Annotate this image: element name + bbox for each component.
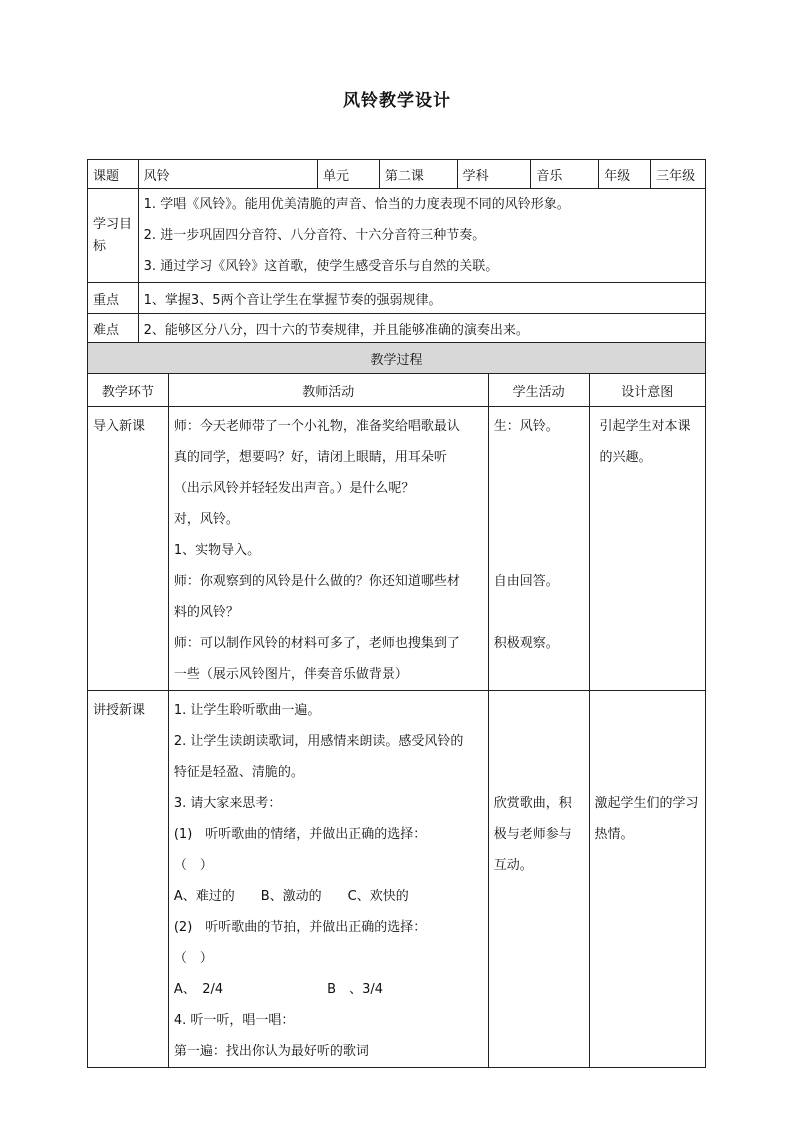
info-row-key	[88, 283, 706, 314]
teacher-line: 3. 请大家来思考：	[173, 796, 282, 811]
student-line: 积极观察。	[493, 636, 559, 651]
goal-item: 3. 通过学习《风铃》这首歌，使学生感受音乐与自然的关联。	[143, 259, 499, 274]
teacher-line: （ ）	[173, 858, 213, 873]
teacher-line: （ ）	[173, 951, 213, 966]
process-banner: 教学过程	[88, 343, 706, 374]
difficult-value: 2、能够区分八分，四十六的节奏规律，并且能够准确的演奏出来。	[138, 314, 705, 343]
header-intent: 设计意图	[589, 374, 705, 407]
teacher-line: 师：你观察到的风铃是什么做的？你还知道哪些材	[173, 574, 460, 589]
student-line: 自由回答。	[493, 574, 559, 589]
goal-item: 2. 进一步巩固四分音符、八分音符、十六分音符三种节奏。	[143, 228, 486, 243]
stage-intro	[88, 407, 169, 691]
unit-value: 第二课	[379, 160, 457, 189]
process-header-row	[88, 374, 706, 407]
difficult-label: 难点	[88, 314, 139, 343]
page-title: 风铃教学设计	[343, 91, 451, 111]
grade-label: 年级	[599, 160, 651, 189]
info-table	[87, 159, 706, 343]
stage-label: 讲授新课	[93, 703, 146, 718]
teacher-line: 料的风铃？	[173, 605, 239, 620]
topic-value: 风铃	[138, 160, 317, 189]
teacher-line: 师：今天老师带了一个小礼物，准备奖给唱歌最认	[173, 419, 460, 434]
stage-new	[88, 691, 169, 1068]
student-line: 生：风铃。	[493, 419, 559, 434]
teacher-line: A、难过的 B、激动的 C、欢快的	[173, 889, 409, 904]
stage-label: 导入新课	[93, 419, 146, 434]
header-stage: 教学环节	[88, 374, 169, 407]
process-table	[87, 342, 706, 1068]
teacher-line: 1、实物导入。	[173, 543, 261, 558]
info-row-difficult	[88, 314, 706, 343]
topic-label: 课题	[88, 160, 139, 189]
teacher-line: 1. 让学生聆听歌曲一遍。	[173, 703, 321, 718]
teacher-line: 对，风铃。	[173, 512, 239, 527]
teacher-line: 第一遍：找出你认为最好听的歌词	[173, 1044, 369, 1059]
info-row-goals	[88, 189, 706, 283]
grade-value: 三年级	[651, 160, 706, 189]
teacher-line: 真的同学，想要吗？好，请闭上眼睛，用耳朵听	[173, 450, 447, 465]
teacher-line: A、 2/4 B 、3/4	[173, 982, 384, 997]
subject-label: 学科	[457, 160, 531, 189]
goals-list	[138, 189, 705, 283]
goals-label: 学习目标	[88, 189, 139, 283]
process-banner-row	[88, 343, 706, 374]
key-value: 1、掌握3、5两个音让学生在掌握节奏的强弱规律。	[138, 283, 705, 314]
teacher-line: (1) 听听歌曲的情绪，并做出正确的选择：	[173, 827, 427, 842]
teacher-line: 师：可以制作风铃的材料可多了，老师也搜集到了	[173, 636, 460, 651]
teacher-line: 特征是轻盈、清脆的。	[173, 765, 304, 780]
key-label: 重点	[88, 283, 139, 314]
teacher-line: 2. 让学生读朗读歌词，用感情来朗读。感受风铃的	[173, 734, 464, 749]
header-student: 学生活动	[488, 374, 589, 407]
design-intent-new: 激起学生们的学习热情。	[589, 691, 705, 1068]
student-activity-intro	[488, 407, 589, 691]
header-teacher: 教师活动	[168, 374, 488, 407]
info-row-topic	[88, 160, 706, 189]
design-intent-intro: 引起学生对本课的兴趣。	[589, 407, 705, 691]
teacher-activity-intro	[168, 407, 488, 691]
process-row-intro	[88, 407, 706, 691]
subject-value: 音乐	[531, 160, 599, 189]
teacher-line: （出示风铃并轻轻发出声音。）是什么呢？	[173, 481, 415, 496]
process-row-new	[88, 691, 706, 1068]
unit-label: 单元	[318, 160, 380, 189]
teacher-line: 4. 听一听，唱一唱：	[173, 1013, 295, 1028]
teacher-line: 一些（展示风铃图片，伴奏音乐做背景）	[173, 667, 408, 682]
teacher-line: (2) 听听歌曲的节拍，并做出正确的选择：	[173, 920, 427, 935]
teacher-activity-new	[168, 691, 488, 1068]
student-activity-new: 欣赏歌曲，积极与老师参与互动。	[488, 691, 589, 1068]
goal-item: 1. 学唱《风铃》。能用优美清脆的声音、恰当的力度表现不同的风铃形象。	[143, 197, 570, 212]
